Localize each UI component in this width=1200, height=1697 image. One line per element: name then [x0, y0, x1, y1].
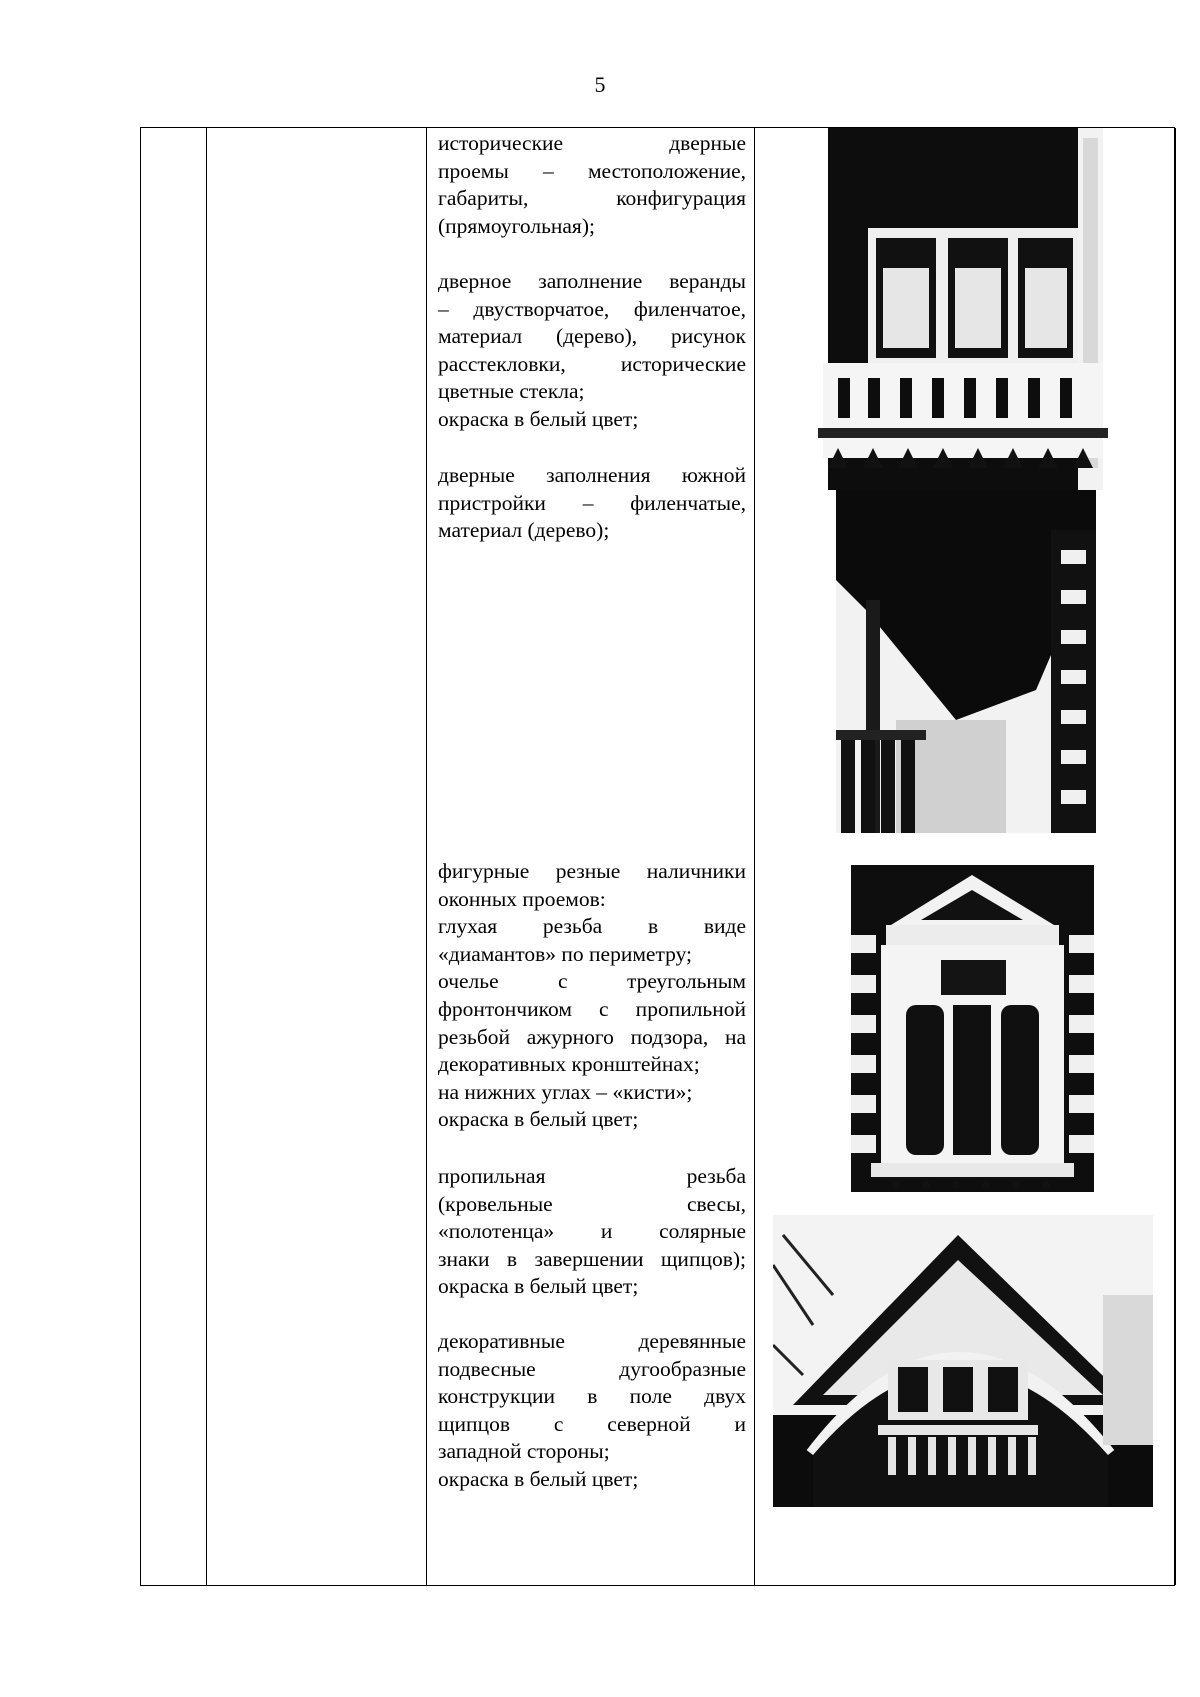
description-column	[438, 130, 746, 1580]
column-divider-2	[426, 128, 427, 1585]
column-divider-4	[1175, 128, 1176, 1585]
carved-window-photo	[851, 865, 1094, 1192]
page-number: 5	[594, 72, 606, 97]
paragraph-door-openings: исторические дверные проемы – местоположение, габариты, конфигурация (прямоугольная);	[438, 131, 746, 238]
paragraph-veranda-doors: дверное заполнение веранды – двустворчатое, филенчатое, материал (дерево), рисунок расстекловки, исторические цветные стекла; окраска в белый цвет;	[438, 269, 746, 431]
gable-photo	[773, 1215, 1153, 1507]
paragraph-window-casings: фигурные резные наличники оконных проемов: глухая резьба в виде «диамантов» по периметру; очелье с треугольным фронтончиком с пропильной резьбой ажурного подзора, на декоративных кронштейнах; на нижних углах – «кисти»; окраска в белый цвет;	[438, 859, 746, 1132]
paragraph-arched-structures: декоративные деревянные подвесные дугообразные конструкции в поле двух щипцов с северной и западной стороны; окраска в белый цвет;	[438, 1329, 746, 1491]
paragraph-south-annex: дверные заполнения южной пристройки – филенчатые, материал (дерево);	[438, 463, 746, 543]
paragraph-sawn-carving: пропильная резьба (кровельные свесы, «полотенца» и солярные знаки в завершении щипцов); окраска в белый цвет;	[438, 1164, 746, 1299]
porch-photo	[836, 490, 1096, 833]
column-divider-3	[754, 128, 755, 1585]
column-divider-1	[206, 128, 207, 1585]
veranda-photo	[808, 128, 1123, 490]
